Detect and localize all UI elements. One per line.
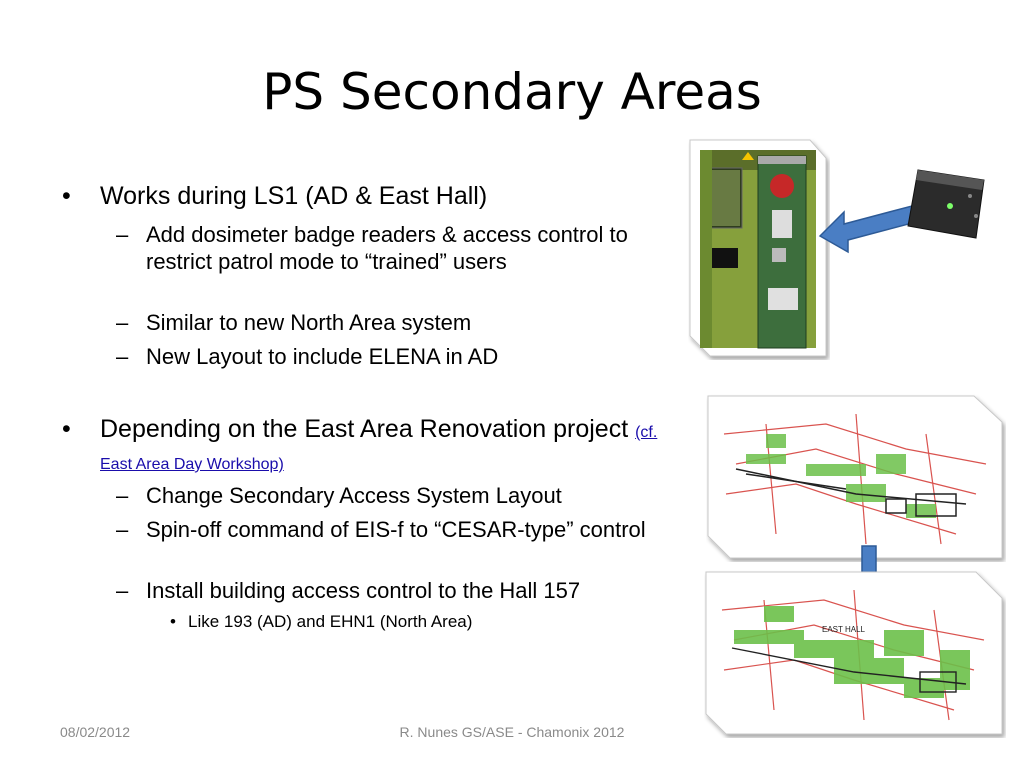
bullet-2-main: Depending on the East Area Renovation project (100, 415, 629, 443)
bullet-1-sub-2: Similar to new North Area system (146, 310, 472, 335)
map-label: EAST HALL (822, 625, 865, 634)
footer-date: 08/02/2012 (60, 724, 131, 740)
badge-reader-photo (906, 168, 988, 240)
bullet-2-sub-2: Spin-off command of EIS-f to “CESAR-type” control (146, 517, 646, 542)
bullet-2-text (100, 415, 660, 479)
slide-title: PS Secondary Areas (262, 63, 762, 121)
access-panel-photo (688, 138, 830, 360)
east-area-workshop-link[interactable]: (cf. East Area Day Workshop) (100, 424, 658, 473)
bullet-mark: • (62, 182, 71, 210)
bullet-2-sub-1: Change Secondary Access System Layout (146, 483, 562, 508)
bullet-2-sub-3: Install building access control to the Hall 157 (146, 578, 581, 603)
dash-mark: – (116, 310, 129, 335)
bullet-mark: • (170, 612, 176, 631)
footer-author: R. Nunes GS/ASE - Chamonix 2012 (399, 724, 625, 740)
dash-mark: – (116, 344, 129, 369)
bullet-1-text: Works during LS1 (AD & East Hall) (100, 182, 488, 210)
bullet-1-sub-1: Add dosimeter badge readers & access control to restrict patrol mode to “trained” users (146, 222, 628, 274)
bullet-mark: • (62, 415, 71, 443)
dash-mark: – (116, 222, 129, 247)
east-area-map-after (704, 570, 1006, 738)
bullet-2-subsub-1: Like 193 (AD) and EHN1 (North Area) (188, 612, 473, 631)
dash-mark: – (116, 517, 129, 542)
dash-mark: – (116, 483, 129, 508)
arrow-left-icon (818, 200, 918, 256)
east-area-map-before (706, 394, 1006, 562)
dash-mark: – (116, 578, 129, 603)
bullet-1-sub-3: New Layout to include ELENA in AD (146, 344, 499, 369)
